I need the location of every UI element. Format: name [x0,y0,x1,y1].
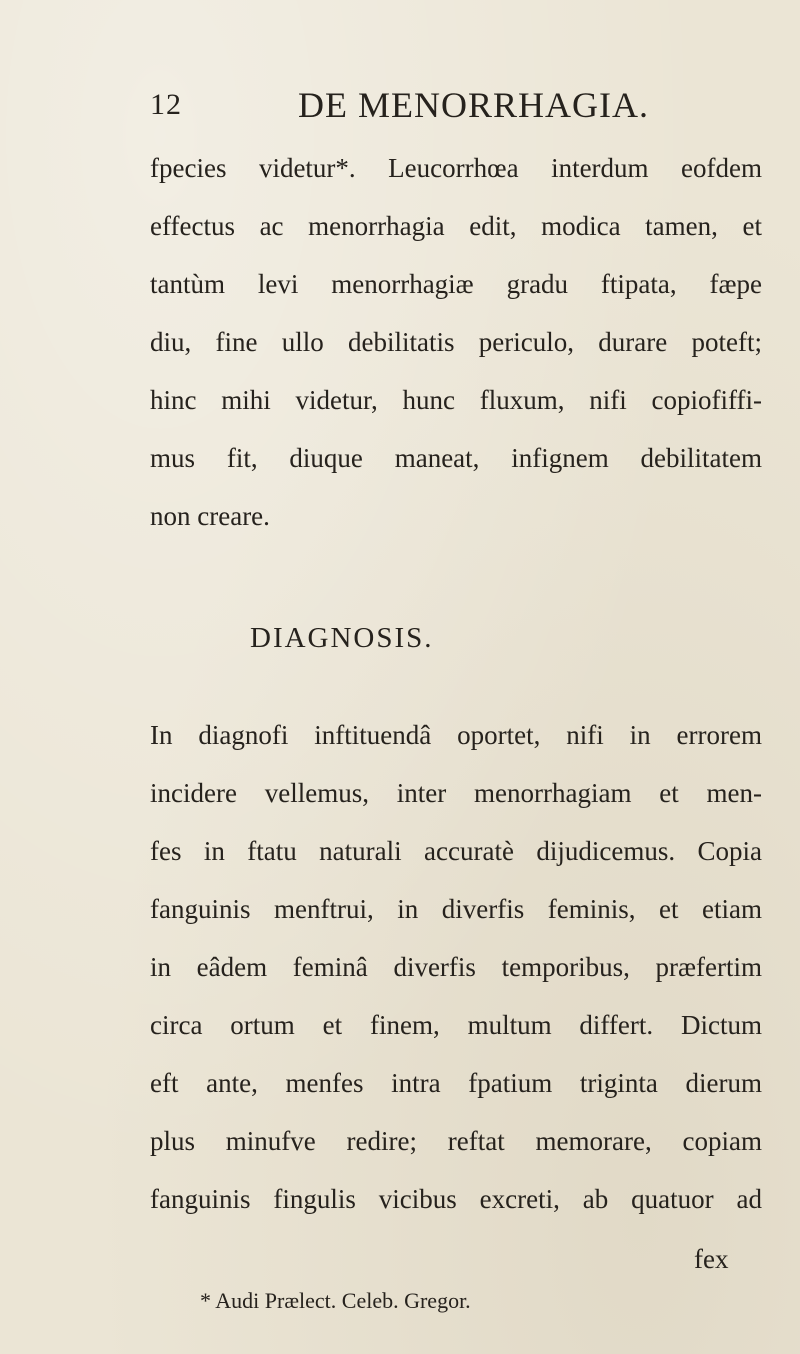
text-line: eft ante, menfes intra fpatium triginta dierum [150,1068,762,1098]
text-line: mus fit, diuque maneat, infignem debilitatem [150,443,762,473]
text-line: effectus ac menorrhagia edit, modica tamen, et [150,211,762,241]
page-header [150,84,710,134]
text-line: tantùm levi menorrhagiæ gradu ftipata, fæpe [150,269,762,299]
text-line: fanguinis menftrui, in diverfis feminis, et etiam [150,894,762,924]
text-line: hinc mihi videtur, hunc fluxum, nifi copiofiffi- [150,385,762,415]
catchword: fex [694,1244,729,1274]
footnote: * Audi Prælect. Celeb. Gregor. [200,1288,471,1313]
running-head: DE MENORRHAGIA. [298,85,649,125]
section-heading: DIAGNOSIS. [250,622,434,654]
text-line: plus minufve redire; reftat memorare, copiam [150,1126,762,1156]
page-number: 12 [150,88,182,121]
text-line: In diagnofi inftituendâ oportet, nifi in errorem [150,720,762,750]
text-line: fpecies videtur*. Leucorrhœa interdum eofdem [150,153,762,183]
text-line: diu, fine ullo debilitatis periculo, durare poteft; [150,327,762,357]
text-line: incidere vellemus, inter menorrhagiam et men- [150,778,762,808]
text-line: fes in ftatu naturali accuratè dijudicemus. Copia [150,836,762,866]
text-line: circa ortum et finem, multum differt. Dictum [150,1010,762,1040]
text-line: fanguinis fingulis vicibus excreti, ab quatuor ad [150,1184,762,1214]
text-line: in eâdem feminâ diverfis temporibus, præfertim [150,952,762,982]
text-line: non creare. [150,501,270,531]
